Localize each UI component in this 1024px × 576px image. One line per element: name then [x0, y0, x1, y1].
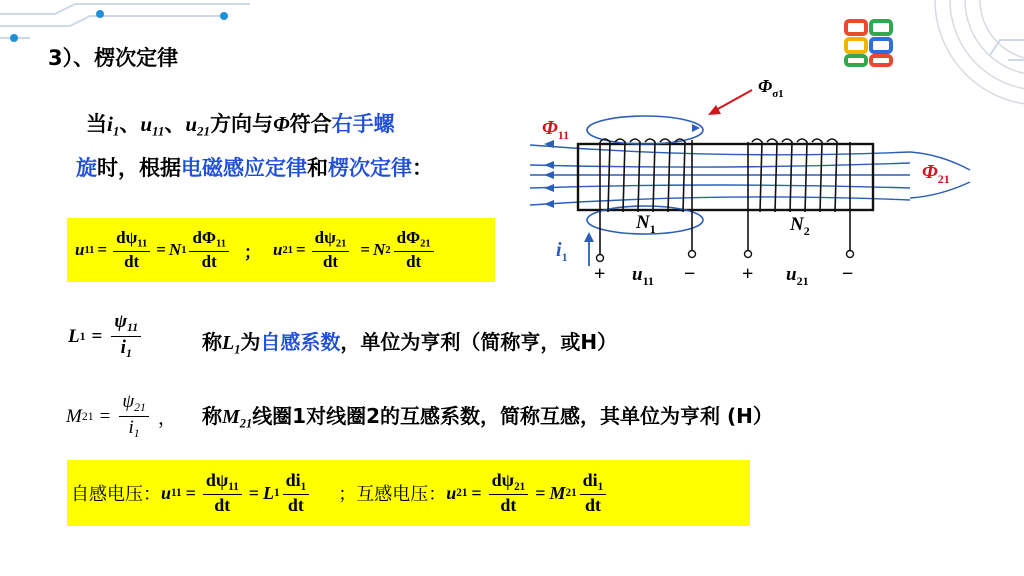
phi21-label: $\Phi_{21}$ [922, 161, 950, 186]
n2-label: $N_2$ [790, 214, 810, 238]
lenz-law: 楞次定律 [328, 155, 412, 180]
current-arrow [584, 232, 594, 266]
u21-label: $u_{21}$ [786, 264, 809, 288]
fraction-dphi21-dt: $\frac{d\Phi_{21}}{dt}$ [394, 229, 434, 272]
u11-label: $u_{11}$ [632, 264, 654, 288]
faraday-law: 电磁感应定律 [181, 155, 307, 180]
u11-symbol: $u_{11}$ [140, 112, 165, 139]
i1-label: $i_1$ [556, 239, 568, 264]
self-inductance-formula: L 1 = $\frac{\psi_{11}}{i_1}$ [68, 312, 144, 361]
fraction-dphi11-dt: $\frac{d\Phi_{11}}{dt}$ [189, 229, 229, 272]
induced-voltage-box: 自感电压： u 11 = $\frac{d\psi_{11}}{dt}$ = L 1 $\frac{di_1}{dt}$ ；互感电压： u 21 = $\frac{d\psi_{21}}{dt}$ = M 21 $\frac{di_1}{dt}$ [67, 460, 750, 526]
flux-lines [530, 145, 970, 205]
right-hand-rule-a: 右手螺 [331, 112, 395, 136]
phi-symbol: Φ [273, 112, 290, 136]
plus-terminal-2: + [742, 263, 754, 285]
fraction-dpsi11-dt: $\frac{d\psi_{11}}{dt}$ [113, 229, 150, 272]
u21-symbol: $u_{21}$ [185, 112, 211, 139]
logo-icon [843, 18, 895, 68]
self-inductance-description: 称$L_1$为自感系数，单位为亨利（简称亨，或H） [202, 330, 618, 357]
flux-arrows [544, 140, 554, 208]
section-title: 3）、楞次定律 [48, 46, 179, 70]
fraction-dpsi21-dt: $\frac{d\psi_{21}}{dt}$ [312, 229, 350, 272]
leakage-pointer-arrow [708, 90, 752, 115]
intro-paragraph: 当$i_1$、$u_{11}$、$u_{21}$方向与Φ符合右手螺 旋时，根据电磁感应定律和楞次定律： [76, 112, 433, 180]
phi11-label: $\Phi_{11}$ [542, 117, 570, 142]
mutual-inductance-description: 称$M_{21}$线圈1对线圈2的互感系数，简称互感，其单位为亨利 (H） [202, 404, 773, 431]
self-inductance-term: 自感系数 [260, 330, 341, 354]
minus-terminal-1: − [684, 263, 696, 285]
intro-text-1: 当 [86, 112, 107, 136]
phi-sigma1-label: $\Phi_{\sigma 1}$ [758, 76, 784, 100]
right-hand-rule-b: 旋 [76, 155, 97, 180]
mutual-inductance-formula: M 21 = $\frac{\psi_{21}}{i_1}$ ， [66, 391, 177, 441]
i1-symbol: $i_1$ [107, 112, 120, 139]
emf-equation-box: u 11 = $\frac{d\psi_{11}}{dt}$ = N 1 $\frac{d\Phi_{11}}{dt}$ ； u 21 = $\frac{d\psi_{21}}{dt}$ = N 2 $\frac{d\Phi_{21}}{dt}$ [67, 218, 495, 282]
mutual-voltage-label: ；互感电压： [338, 484, 447, 505]
n1-label: $N_1$ [636, 212, 656, 236]
coupled-coils-diagram [520, 70, 990, 300]
plus-terminal-1: + [594, 263, 606, 285]
self-voltage-label: 自感电压： [71, 484, 161, 505]
minus-terminal-2: − [842, 263, 854, 285]
